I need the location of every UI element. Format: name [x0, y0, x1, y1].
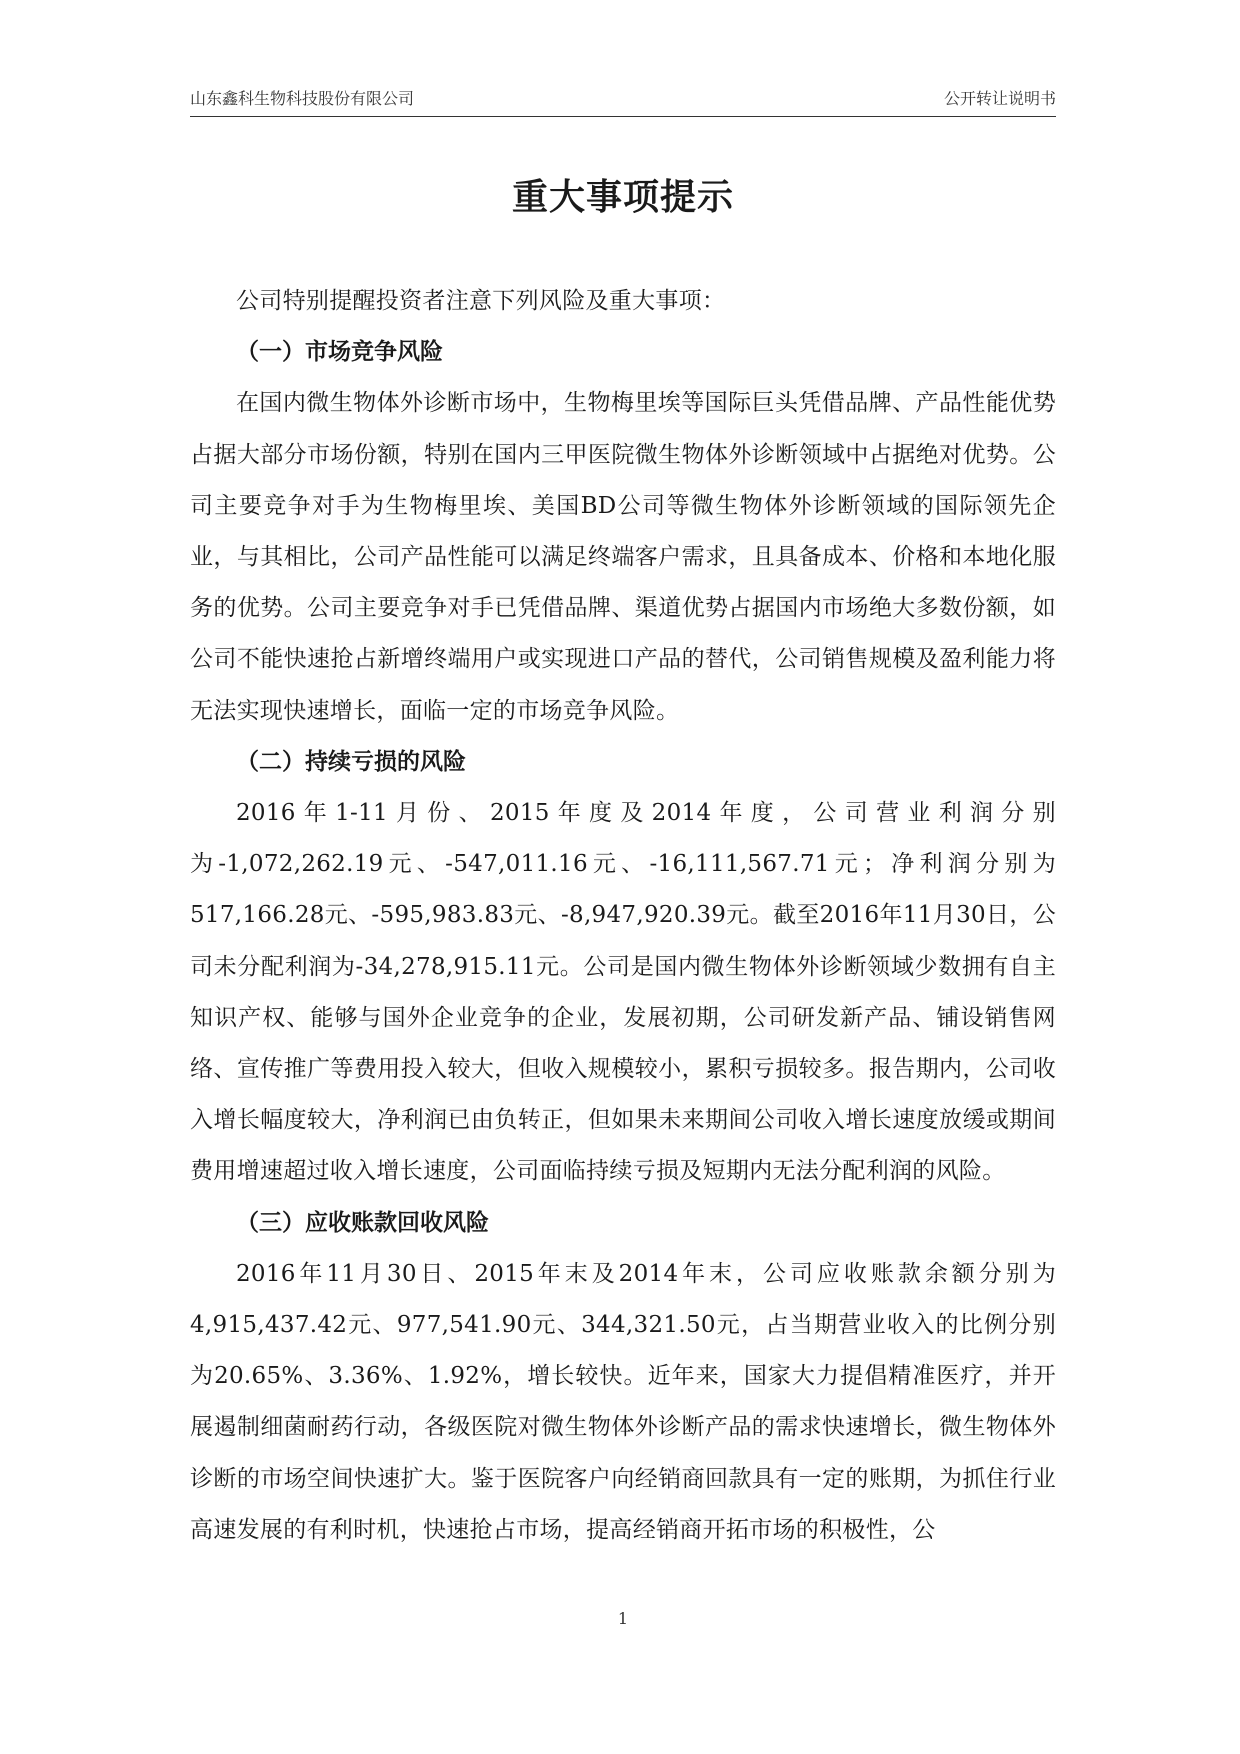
page-title: 重大事项提示	[511, 176, 734, 218]
document-body	[190, 276, 1056, 1556]
section-heading-market-competition: （一）市场竞争风险	[236, 339, 443, 366]
header-company-name: 山东鑫科生物科技股份有限公司	[190, 89, 415, 108]
section-paragraph-market-competition: 在国内微生物体外诊断市场中，生物梅里埃等国际巨头凭借品牌、产品性能优势占据大部分市场份额，特别在国内三甲医院微生物体外诊断领域中占据绝对优势。公司主要竞争对手为生物梅里埃、美国BD公司等微生物体外诊断领域的国际领先企业，与其相比，公司产品性能可以满足终端客户需求，且具备成本、价格和本地化服务的优势。公司主要竞争对手已凭借品牌、渠道优势占据国内市场绝大多数份额，如公司不能快速抢占新增终端用户或实现进口产品的替代，公司销售规模及盈利能力将无法实现快速增长，面临一定的市场竞争风险。	[190, 390, 1056, 724]
intro-paragraph: 公司特别提醒投资者注意下列风险及重大事项：	[236, 288, 726, 314]
page-number: 1	[617, 1609, 629, 1628]
section-paragraph-receivables-risk: 2016年11月30日、2015年末及2014年末，公司应收账款余额分别为4,915,437.42元、977,541.90元、344,321.50元，占当期营业收入的比例分别为20.65%、3.36%、1.92%，增长较快。近年来，国家大力提倡精准医疗，并开展遏制细菌耐药行动，各级医院对微生物体外诊断产品的需求快速增长，微生物体外诊断的市场空间快速扩大。鉴于医院客户向经销商回款具有一定的账期，为抓住行业高速发展的有利时机，快速抢占市场，提高经销商开拓市场的积极性，公	[190, 1260, 1056, 1543]
page-header	[190, 86, 1056, 117]
header-document-type: 公开转让说明书	[943, 89, 1056, 108]
section-heading-receivables-risk: （三）应收账款回收风险	[236, 1209, 489, 1236]
section-paragraph-continuing-losses: 2016年1-11月份、2015年度及2014年度，公司营业利润分别为-1,072,262.19元、-547,011.16元、-16,111,567.71元；净利润分别为517,166.28元、-595,983.83元、-8,947,920.39元。截至2016年11月30日，公司未分配利润为-34,278,915.11元。公司是国内微生物体外诊断领域少数拥有自主知识产权、能够与国外企业竞争的企业，发展初期，公司研发新产品、铺设销售网络、宣传推广等费用投入较大，但收入规模较小，累积亏损较多。报告期内，公司收入增长幅度较大，净利润已由负转正，但如果未来期间公司收入增长速度放缓或期间费用增速超过收入增长速度，公司面临持续亏损及短期内无法分配利润的风险。	[190, 800, 1056, 1185]
section-heading-continuing-losses: （二）持续亏损的风险	[236, 748, 466, 775]
